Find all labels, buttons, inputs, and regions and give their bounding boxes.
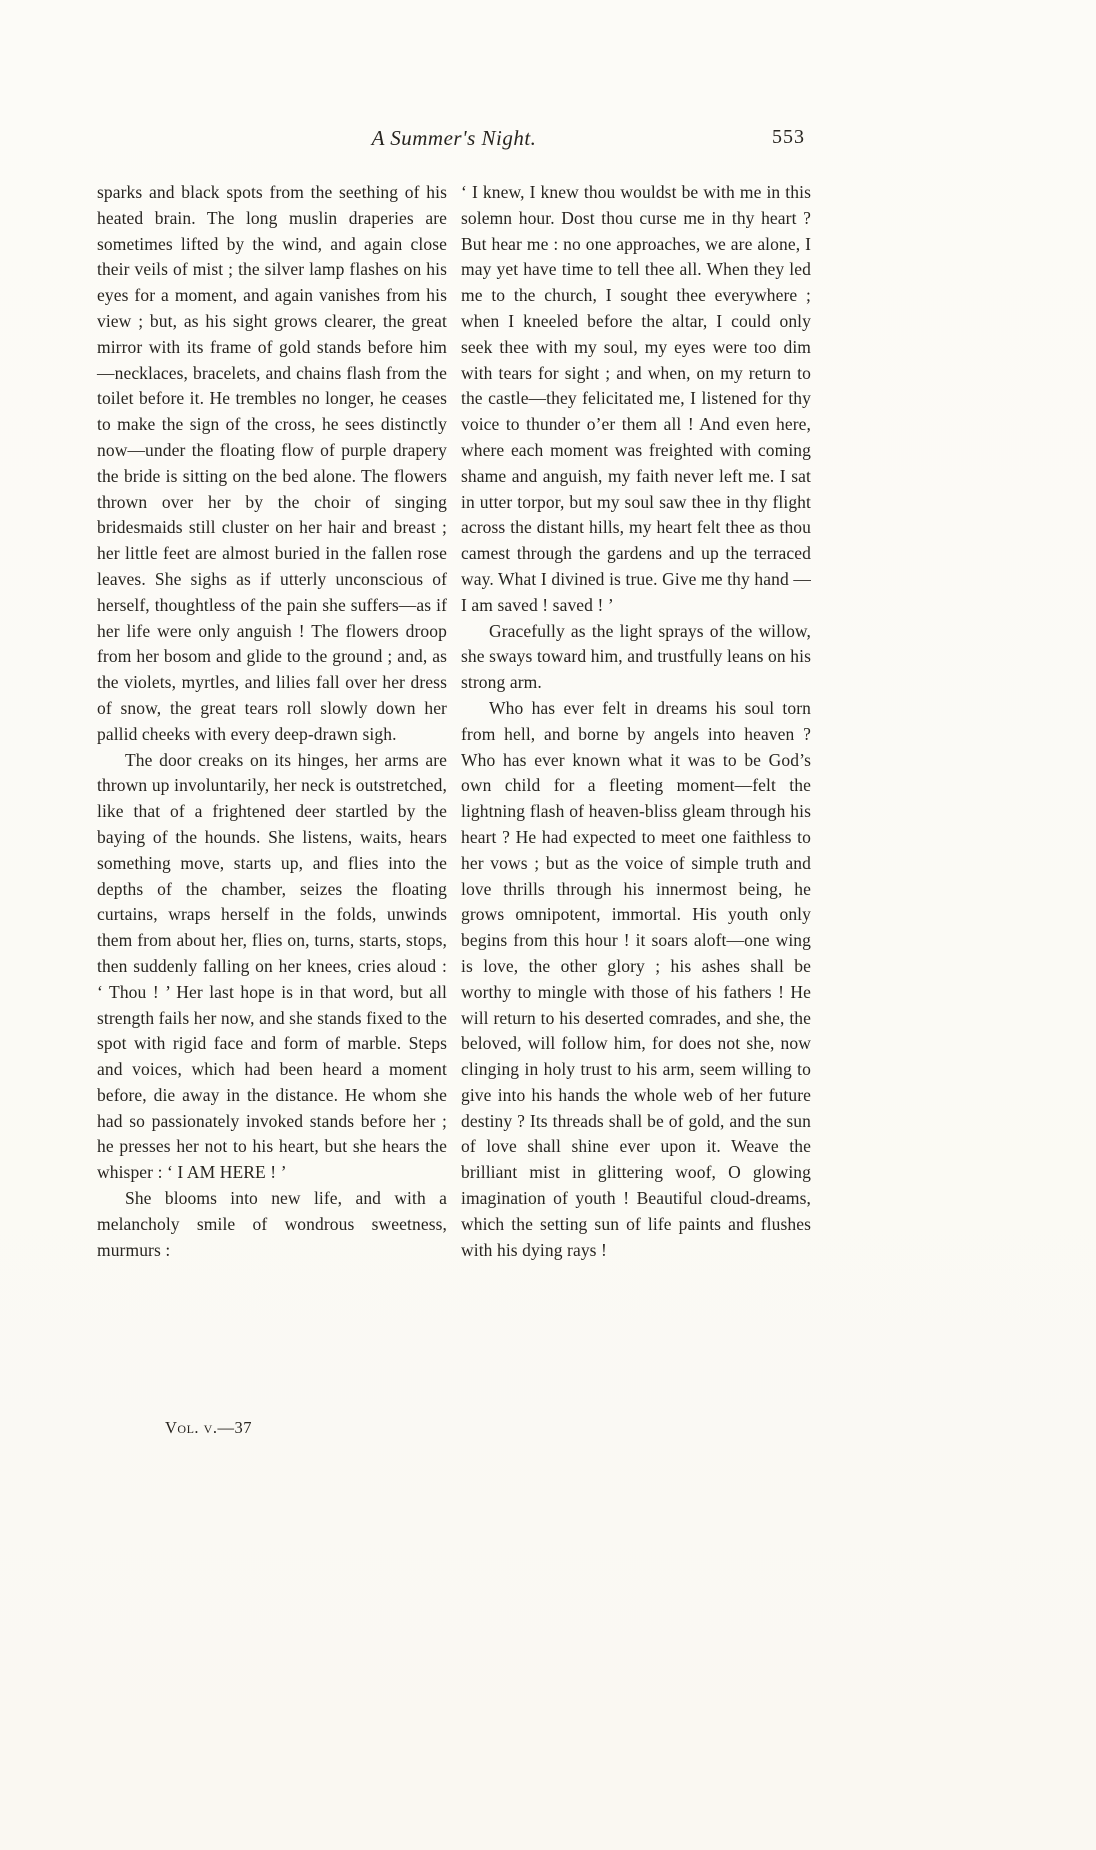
page-number: 553 <box>772 126 805 148</box>
paragraph: sparks and black spots from the seething of his heated brain. The long muslin draperies are sometimes lifted by the wind, and again close their veils of mist ; the silver lamp flashes on his eyes for a moment, and again vanishes from his view ; but, as his sight grows clearer, the great mirror with its frame of gold stands before him—necklaces, bracelets, and chains flash from the toilet before it. He trembles no longer, he ceases to make the sign of the cross, he sees distinctly now—under the floating flow of purple drapery the bride is sitting on the bed alone. The flowers thrown over her by the choir of singing bridesmaids still cluster on her hair and breast ; her little feet are almost buried in the fallen rose leaves. She sighs as if utterly unconscious of herself, thoughtless of the pain she suffers—as if her life were only anguish ! The flowers droop from her bosom and glide to the ground ; and, as the violets, myrtles, and lilies fall over her dress of snow, the great tears roll slowly down her pallid cheeks with every deep-drawn sigh. <box>97 182 447 744</box>
paragraph: Who has ever felt in dreams his soul torn from hell, and borne by angels into heaven ? Who has ever known what it was to be God’s own child for a fleeting moment—felt the lightning flash of heaven-bliss gleam through his heart ? He had expected to meet one faithless to her vows ; but as the voice of simple truth and love thrills through his innermost being, he grows omnipotent, immortal. His youth only begins from this hour ! it soars aloft—one wing is love, the other glory ; his ashes shall be worthy to mingle with those of his fathers ! He will return to his deserted comrades, and she, the beloved, will follow him, for does not she, now clinging in holy trust to his arm, seem willing to give into his hands the whole web of her future destiny ? Its threads shall be of gold, and the sun of love shall shine ever upon it. Weave the brilliant mist in glittering woof, O glowing imagination of youth ! Beautiful cloud-dreams, which the setting sun of life paints and flushes with his dying rays ! <box>461 697 811 1260</box>
volume-footer: Vol. v.—37 <box>165 1418 252 1437</box>
right-column <box>461 180 811 1263</box>
paragraph: She blooms into new life, and with a melancholy smile of wondrous sweetness, murmurs : <box>97 1188 447 1260</box>
text-columns <box>97 180 811 1263</box>
paragraph: Gracefully as the light sprays of the willow, she sways toward him, and trustfully leans on his strong arm. <box>461 620 811 693</box>
paragraph: ‘ I knew, I knew thou wouldst be with me in this solemn hour. Dost thou curse me in thy heart ? But hear me : no one approaches, we are alone, I may yet have time to tell thee all. When they led me to the church, I sought thee everywhere ; when I kneeled before the altar, I could only seek thee with my soul, my eyes were too dim with tears for sight ; and when, on my return to the castle—they felicitated me, I listened for thy voice to thunder o’er them all ! And even here, where each moment was freighted with coming shame and anguish, my faith never left me. I sat in utter torpor, but my soul saw thee in thy flight across the distant hills, my heart felt thee as thou camest through the gardens and up the terraced way. What I divined is true. Give me thy hand — I am saved ! saved ! ’ <box>461 182 811 615</box>
paragraph: The door creaks on its hinges, her arms are thrown up involuntarily, her neck is outstretched, like that of a frightened deer startled by the baying of the hounds. She listens, waits, hears something move, starts up, and flies into the depths of the chamber, seizes the floating curtains, wraps herself in the folds, unwinds them from about her, flies on, turns, starts, stops, then suddenly falling on her knees, cries aloud : ‘ Thou ! ’ Her last hope is in that word, but all strength fails her now, and she stands fixed to the spot with rigid face and form of marble. Steps and voices, which had been heard a moment before, die away in the distance. He whom she had so passionately invoked stands before her ; he presses her not to his heart, but she hears the whisper : ‘ I AM HERE ! ’ <box>97 749 447 1183</box>
page-header <box>97 126 811 160</box>
page-content <box>97 126 811 1263</box>
left-column <box>97 180 447 1263</box>
running-title: A Summer's Night. <box>371 126 537 150</box>
